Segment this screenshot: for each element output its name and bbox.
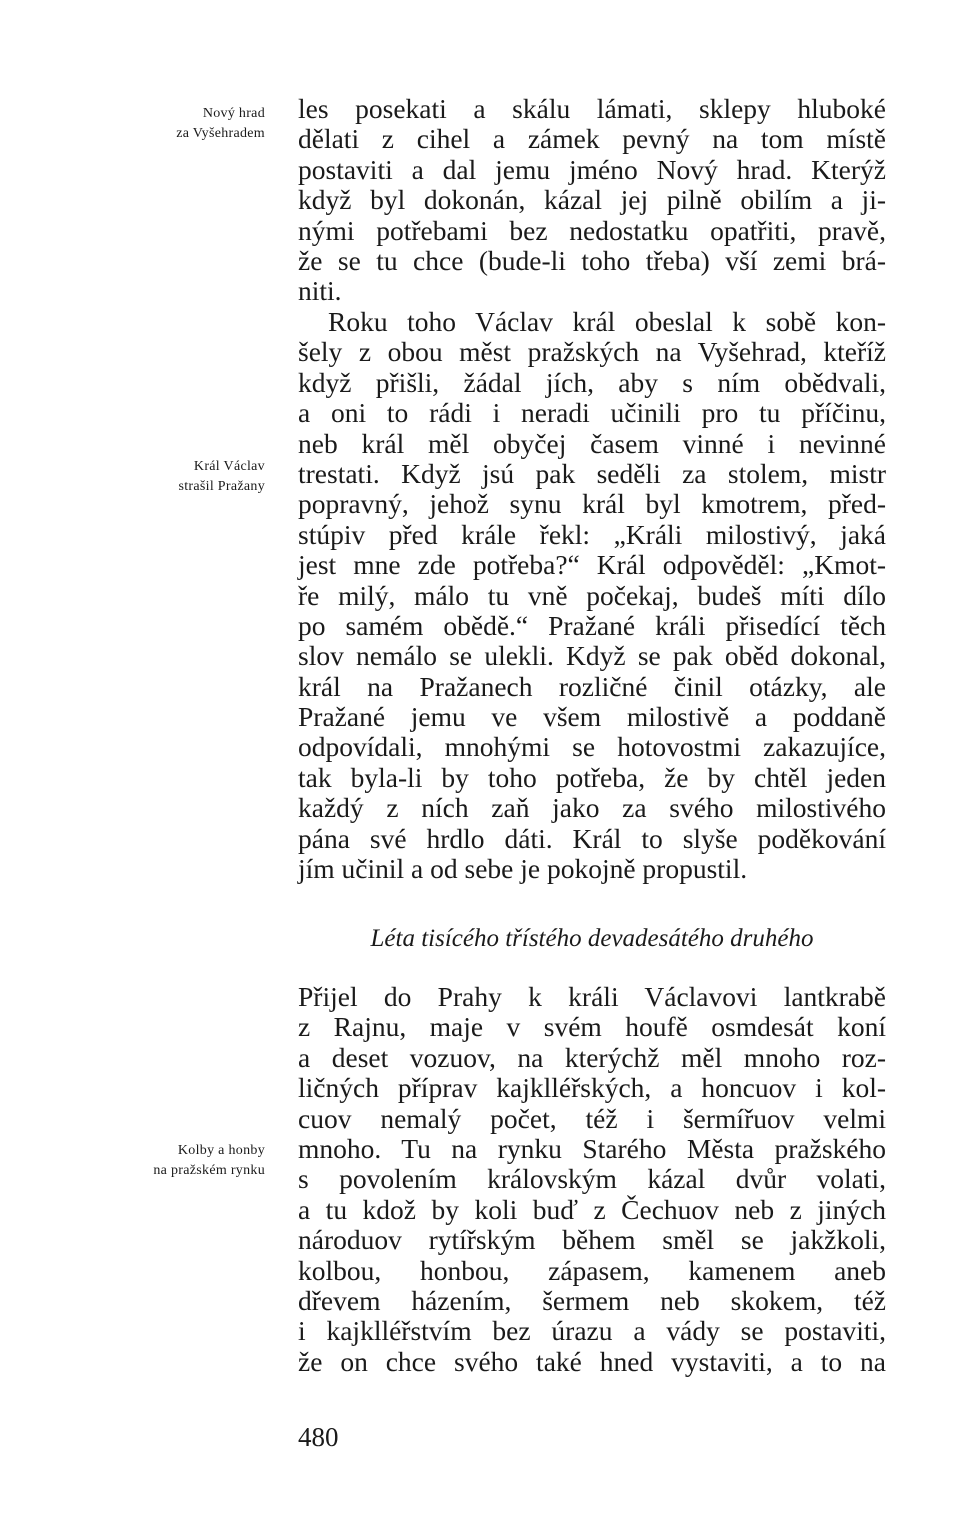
text-line: že on chce svého také hned vystaviti, a to na: [298, 1345, 886, 1377]
text-line: a deset vozuov, na kterýchž měl mnoho roz-: [298, 1041, 886, 1073]
text-line: po samém obědě.“ Pražané králi přisedící těch: [298, 609, 886, 641]
text-line: že se tu chce (bude-li toho třeba) vší zemi brá-: [298, 244, 886, 276]
text-line: les posekati a skálu lámati, sklepy hluboké: [298, 93, 886, 124]
text-line: popravný, jehož synu král byl kmotrem, před-: [298, 488, 886, 520]
text-line: cuov nemalý počet, též i šermířuov velmi: [298, 1102, 886, 1134]
page-number: 480: [298, 1422, 339, 1452]
text-line: trestati. Když jsú pak seděli za stolem, mistr: [298, 457, 886, 489]
margin-note-line: na pražském rynku: [153, 1163, 265, 1178]
text-line: Pražané jemu ve všem milostivě a poddaně: [298, 701, 886, 733]
text-line: šely z obou měst pražských na Vyšehrad, kteříž: [298, 336, 886, 368]
text-line: když byl dokonán, kázal jej pilně obilím a ji-: [298, 184, 886, 216]
text-line: jím učinil a od sebe je pokojně propustil.: [298, 853, 748, 885]
margin-note-line: Kolby a honby: [177, 1143, 265, 1158]
margin-note-novy-hrad: [100, 104, 265, 144]
text-line: z Rajnu, maje v svém houfě osmdesát koní: [298, 1011, 886, 1043]
text-line: odpovídali, mnohými se hotovostmi zakazujíce,: [298, 731, 886, 763]
text-line: ličných příprav kajklléřských, a honcuov i kol-: [298, 1072, 886, 1104]
section-heading: Léta tisícého třístého devadesátého druhého: [370, 925, 814, 952]
text-line: jest mne zde potřeba?“ Král odpověděl: „Kmot-: [298, 549, 886, 581]
text-line: nými potřebami bez nedostatku opatřiti, pravě,: [298, 214, 886, 246]
text-line: kolbou, honbou, zápasem, kamenem aneb: [298, 1254, 886, 1286]
margin-note-line: strašil Pražany: [178, 479, 265, 494]
text-line: Roku toho Václav král obeslal k sobě kon-: [328, 306, 886, 337]
text-line: a oni to rádi i neradi učinili pro tu příčinu,: [298, 397, 886, 429]
text-line: ře milý, málo tu vně počekaj, budeš míti dílo: [298, 579, 886, 611]
text-line: niti.: [298, 275, 342, 307]
text-line: dělati z cihel a zámek pevný na tom místě: [298, 123, 886, 155]
text-line: pána své hrdlo dáti. Král to slyše poděkování: [298, 822, 886, 854]
text-line: každý z ních zaň jako za svého milostivého: [298, 792, 886, 824]
text-line: s povolením královským kázal dvůr volati,: [298, 1163, 886, 1195]
text-line: když přišli, žádal jích, aby s ním obědvali,: [298, 366, 886, 398]
margin-note-line: Nový hrad: [202, 106, 265, 121]
paragraph-2: [298, 307, 886, 884]
text-line: a tu kdož by koli buď z Čechuov neb z jiných: [298, 1193, 886, 1225]
text-line: stúpiv před krále řekl: „Králi milostivý, jaká: [298, 518, 886, 550]
margin-note-line: Král Václav: [193, 459, 265, 474]
text-line: národuov rytířským během směl se jakžkoli,: [298, 1224, 886, 1256]
text-line: král na Pražanech rozličné činil otázky, ale: [298, 670, 886, 702]
text-line: mnoho. Tu na rynku Starého Města pražského: [298, 1132, 886, 1164]
text-line: neb král měl obyčej časem vinné i nevinné: [298, 427, 886, 459]
text-line: dřevem házením, šermem neb skokem, též: [298, 1284, 886, 1316]
text-line: tak byla-li by toho potřeba, že by chtěl jeden: [298, 761, 886, 793]
text-line: i kajklléřstvím bez úrazu a vády se postaviti,: [298, 1315, 886, 1347]
paragraph-3: [298, 982, 886, 1377]
margin-note-line: za Vyšehradem: [176, 126, 265, 141]
paragraph-1: [298, 94, 886, 307]
text-line: Přijel do Prahy k králi Václavovi lantkrabě: [298, 981, 886, 1012]
text-line: postaviti a dal jemu jméno Nový hrad. Kterýž: [298, 153, 886, 185]
margin-note-kral-vaclav: [100, 457, 265, 497]
text-line: slov nemálo se ulekli. Když se pak oběd dokonal,: [298, 640, 886, 672]
margin-note-kolby-a-honby: [100, 1141, 265, 1181]
